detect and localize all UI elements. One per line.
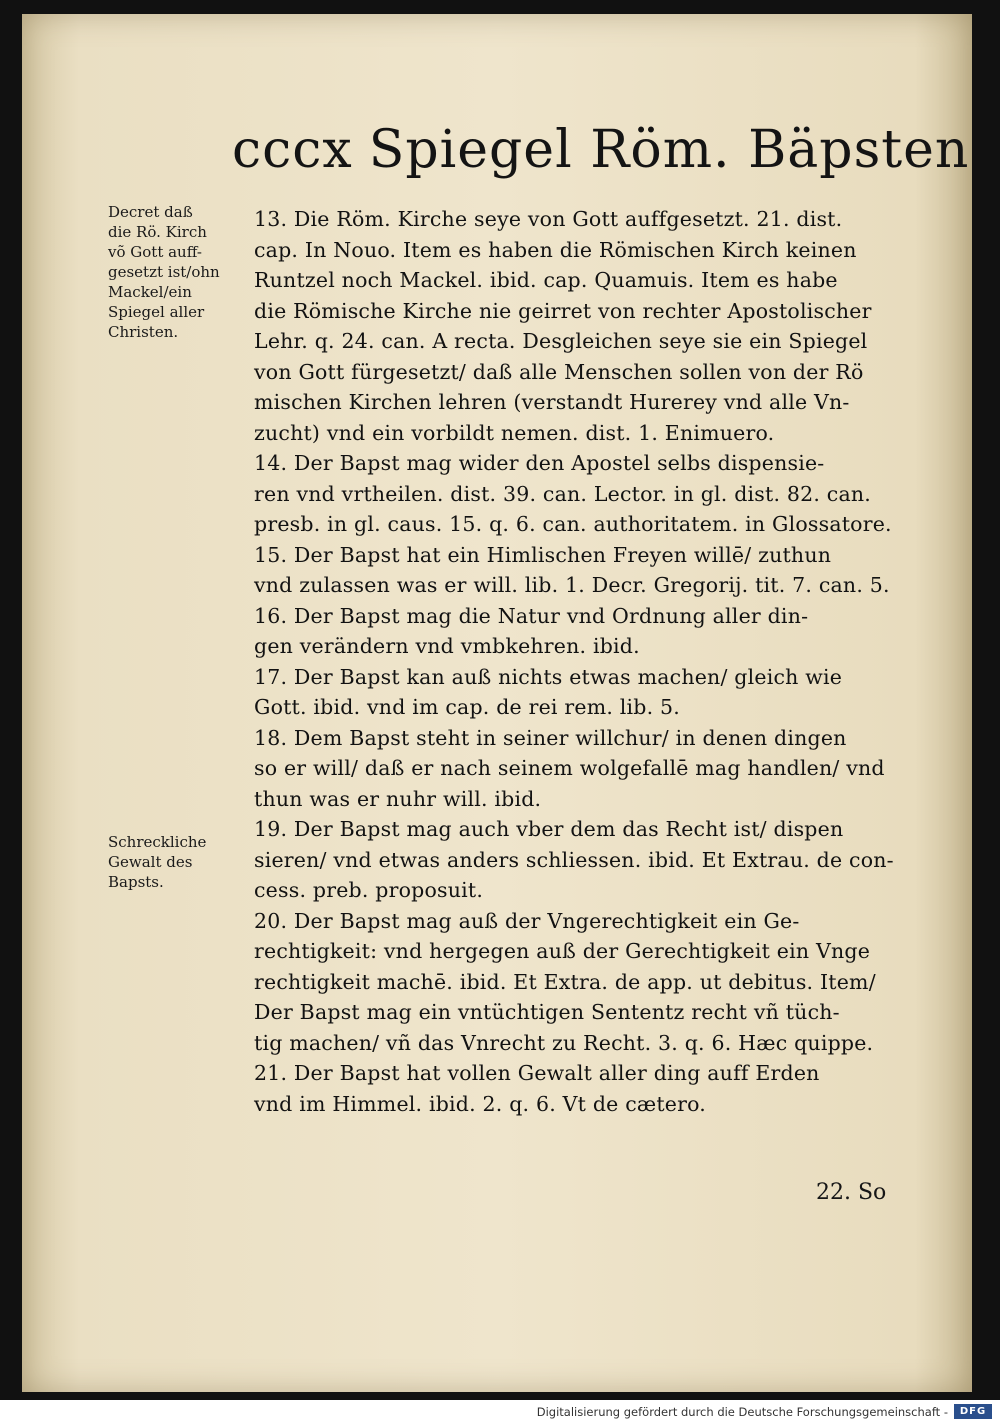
folio-number: cccx bbox=[232, 120, 353, 180]
text-line: 14. Der Bapst mag wider den Apostel selbs dispensie- bbox=[254, 451, 825, 475]
margin-note-line: Decret daß bbox=[108, 203, 193, 221]
text-line: ren vnd vrtheilen. dist. 39. can. Lector. in gl. dist. 82. can. bbox=[254, 481, 872, 506]
text-line: rechtigkeit machē. ibid. Et Extra. de app. ut debitus. Item/ bbox=[254, 969, 876, 994]
text-line: presb. in gl. caus. 15. q. 6. can. authoritatem. in Glossatore. bbox=[254, 512, 892, 536]
text-line: zucht) vnd ein vorbildt nemen. dist. 1. Enimuero. bbox=[254, 420, 775, 445]
text-line: sieren/ vnd etwas anders schliessen. ibid. Et Extrau. de con- bbox=[254, 847, 894, 872]
body-text bbox=[254, 204, 934, 1119]
text-line: 17. Der Bapst kan auß nichts etwas machen/ gleich wie bbox=[254, 664, 843, 689]
text-line: Runtzel noch Mackel. ibid. cap. Quamuis. Item es habe bbox=[254, 268, 838, 292]
text-line: vnd zulassen was er will. lib. 1. Decr. Gregorij. tit. 7. can. 5. bbox=[254, 573, 890, 597]
text-line: cess. preb. proposuit. bbox=[254, 878, 484, 902]
text-line: Gott. ibid. vnd im cap. de rei rem. lib. 5. bbox=[254, 695, 681, 719]
text-line: so er will/ daß er nach seinem wolgefallē mag handlen/ vnd bbox=[254, 756, 885, 780]
margin-note-decree bbox=[108, 202, 256, 342]
text-line: Lehr. q. 24. can. A recta. Desgleichen seye sie ein Spiegel bbox=[254, 329, 868, 353]
text-line: Der Bapst mag ein vntüchtigen Sententz recht vñ tüch- bbox=[254, 1000, 840, 1024]
book-page bbox=[22, 14, 972, 1392]
digitization-footer bbox=[0, 1400, 1000, 1425]
text-line: vnd im Himmel. ibid. 2. q. 6. Vt de cætero. bbox=[254, 1091, 707, 1116]
margin-note-line: Bapsts. bbox=[108, 873, 164, 891]
text-line: die Römische Kirche nie geirret von rechter Apostolischer bbox=[254, 298, 872, 323]
text-line: rechtigkeit: vnd hergegen auß der Gerechtigkeit ein Vnge bbox=[254, 939, 871, 963]
margin-note-line: Schreckliche bbox=[108, 833, 207, 851]
margin-note-power bbox=[108, 832, 256, 892]
text-line: tig machen/ vñ das Vnrecht zu Recht. 3. q. 6. Hæc quippe. bbox=[254, 1030, 874, 1055]
text-line: 15. Der Bapst hat ein Himlischen Freyen willē/ zuthun bbox=[254, 542, 832, 567]
margin-note-line: Spiegel aller bbox=[108, 303, 205, 321]
text-line: 16. Der Bapst mag die Natur vnd Ordnung aller din- bbox=[254, 603, 809, 628]
margin-note-line: Gewalt des bbox=[108, 853, 193, 871]
footer-credit: Digitalisierung gefördert durch die Deutsche Forschungsgemeinschaft - bbox=[536, 1405, 948, 1419]
text-line: von Gott fürgesetzt/ daß alle Menschen sollen von der Rö bbox=[254, 359, 864, 384]
text-line: 21. Der Bapst hat vollen Gewalt aller ding auff Erden bbox=[254, 1061, 820, 1085]
text-line: 20. Der Bapst mag auß der Vngerechtigkeit ein Ge- bbox=[254, 908, 800, 933]
text-line: 18. Dem Bapst steht in seiner willchur/ in denen dingen bbox=[254, 725, 847, 750]
text-line: 13. Die Röm. Kirche seye von Gott auffgesetzt. 21. dist. bbox=[254, 207, 843, 231]
text-line: thun was er nuhr will. ibid. bbox=[254, 786, 542, 811]
margin-note-line: die Rö. Kirch bbox=[108, 223, 207, 241]
text-line: cap. In Nouo. Item es haben die Römischen Kirch keinen bbox=[254, 237, 857, 262]
dfg-logo: DFG bbox=[954, 1404, 992, 1419]
catchword: 22. So bbox=[816, 1180, 887, 1205]
text-line: 19. Der Bapst mag auch vber dem das Recht ist/ dispen bbox=[254, 817, 844, 841]
margin-note-line: Mackel/ein bbox=[108, 283, 192, 301]
text-line: gen verändern vnd vmbkehren. ibid. bbox=[254, 634, 640, 658]
margin-note-line: gesetzt ist/ohn bbox=[108, 263, 220, 281]
text-line: mischen Kirchen lehren (verstandt Hurerey vnd alle Vn- bbox=[254, 390, 850, 414]
running-title: Spiegel Röm. Bäpsten bbox=[368, 120, 970, 180]
running-header bbox=[232, 120, 970, 180]
margin-note-line: Christen. bbox=[108, 323, 179, 341]
margin-note-line: võ Gott auff- bbox=[108, 243, 202, 261]
